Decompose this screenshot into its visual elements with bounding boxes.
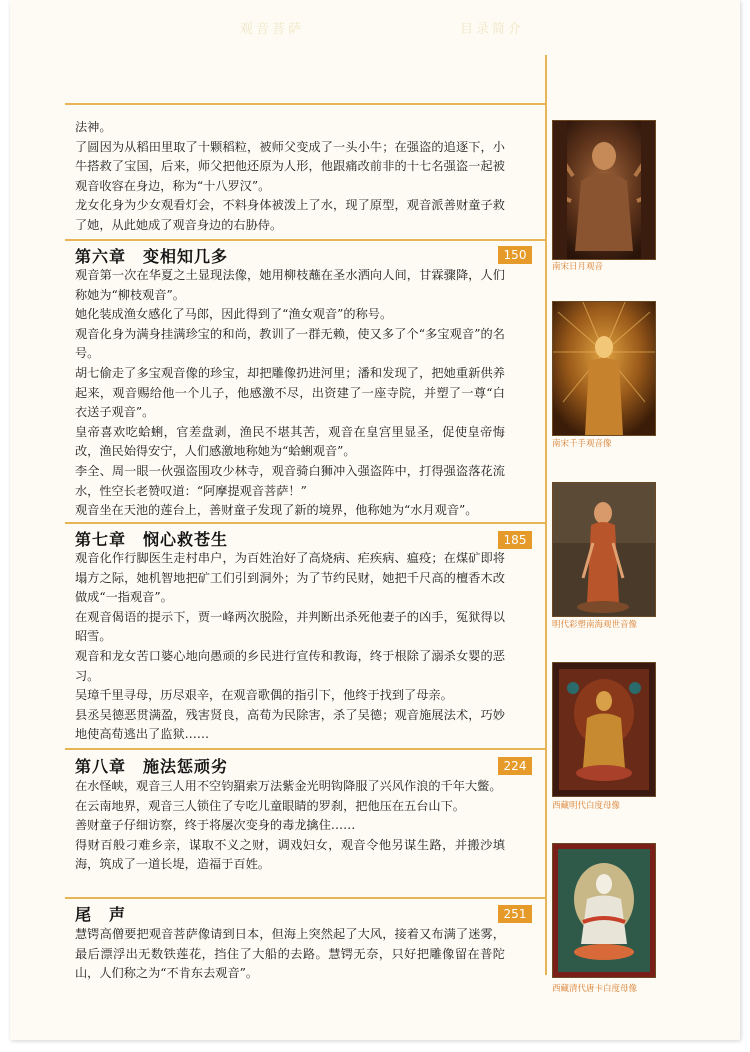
chapter-paragraph: 她化装成渔女感化了马郎，因此得到了“渔女观音”的称号。 [75, 307, 393, 322]
chapter-title-6: 第六章 变相知几多 [75, 247, 229, 266]
top-rule [65, 103, 545, 105]
chapter-paragraph: 李全、周一眼一伙强盗围攻少林寺，观音骑白狮冲入强盗阵中，打得强盗落花流水，性空长老赞叹道：“阿摩提观音菩萨！” [75, 463, 505, 498]
chapter-title-7: 第七章 悯心救苍生 [75, 530, 229, 549]
chapter-paragraph: 胡七偷走了多宝观音像的珍宝，却把雕像扔进河里；潘和发现了，把她重新供养起来，观音赐给他一个儿子，他感激不尽，出资建了一座寺院，并塑了一尊“白衣送子观音”。 [75, 365, 505, 420]
chapter-paragraph: 在云南地界，观音三人锁住了专吃儿童眼睛的罗刹，把他压在五台山下。 [75, 798, 465, 813]
chapter-paragraph: 观音和龙女苦口婆心地向愚顽的乡民进行宣传和教诲，终于根除了溺杀女婴的恶习。 [75, 648, 505, 683]
chapter-rule [65, 748, 545, 750]
chapter-paragraph: 吴璋千里寻母，历尽艰辛，在观音歌偶的指引下，他终于找到了母亲。 [75, 688, 453, 703]
header-right: 目录简介 [460, 22, 525, 37]
chapter-paragraph: 在水怪峡，观音三人用不空钧羂索万法紫金光明钩降服了兴风作浪的千年大鳖。 [75, 779, 502, 793]
image-caption: 西藏明代白度母像 [552, 801, 621, 811]
chapter-rule [65, 239, 545, 241]
chapter-paragraph: 善财童子仔细访察，终于将屡次变身的毒龙擒住…… [75, 818, 356, 833]
chapter-paragraph: 观音化身为满身挂满珍宝的和尚，教训了一群无赖，使又多了个“多宝观音”的名号。 [75, 326, 505, 361]
image-caption: 南宋千手观音像 [552, 439, 612, 449]
guanyin-thousand-hands-image [552, 301, 656, 436]
chapter-paragraph: 慧锷高僧要把观音菩萨像请到日本，但海上突然起了大风，接着又布满了迷雾，最后漂浮出无数铁莲花，挡住了大船的去路。慧锷无奈，只好把雕像留在普陀山，人们称之为“不肯东去观音”。 [75, 927, 505, 981]
page-number-badge: 251 [498, 905, 532, 923]
intro-paragraph: 龙女化身为少女观看灯会，不料身体被泼上了水，现了原型，观音派善财童子救了她，从此她成了观音身边的右胁侍。 [75, 198, 505, 232]
chapter-paragraph: 皇帝喜欢吃蛤蜊，官差盘剥，渔民不堪其苦，观音在皇宫里显圣，促使皇帝悔改，渔民始得安宁，人们感激地称她为“蛤蜊观音”。 [75, 424, 505, 459]
epilogue-title: 尾 声 [75, 905, 127, 924]
chapter-rule [65, 897, 545, 899]
chapter-8-body [75, 777, 505, 875]
image-caption: 西藏清代唐卡白度母像 [552, 984, 638, 994]
vertical-rule [545, 55, 547, 975]
page-number-badge: 224 [498, 757, 532, 775]
intro-paragraph: 了圆因为从稻田里取了十颗稻粒，被师父变成了一头小牛；在强盗的追逐下，小牛搭救了宝国，后来，师父把他还原为人形，他跟痛改前非的十七名强盗一起被观音收容在身边，称为“十八罗汉”。 [75, 139, 505, 193]
chapter-title-8: 第八章 施法惩顽劣 [75, 757, 229, 776]
guanyin-sculpture-image-1 [552, 120, 656, 260]
page-number-badge: 185 [498, 531, 532, 549]
chapter-paragraph: 得财百般刁难乡亲，谋取不义之财，调戏妇女，观音令他另谋生路，并搬沙填海，筑成了一道长堤，造福于百姓。 [75, 837, 505, 872]
epilogue-body [75, 925, 505, 984]
chapter-paragraph: 观音第一次在华夏之土显现法像，她用柳枝蘸在圣水洒向人间，甘霖骤降，人们称她为“柳枝观音”。 [75, 268, 505, 302]
chapter-paragraph: 在观音偈语的提示下，贾一峰两次脱险，并判断出杀死他妻子的凶手，冤狱得以昭雪。 [75, 609, 505, 644]
chapter-paragraph: 县丞吴德恶贯满盈，残害贤良，高荀为民除害，杀了吴德；观音施展法术，巧妙地使高荀逃出了监狱…… [75, 707, 505, 742]
chapter-rule [65, 522, 545, 524]
intro-paragraph: 法神。 [75, 120, 112, 134]
image-caption: 明代彩塑南海观世音像 [552, 620, 638, 630]
image-caption: 南宋日月观音 [552, 262, 604, 272]
chapter-6-body [75, 266, 505, 521]
chapter-paragraph: 观音坐在天池的莲台上，善财童子发现了新的境界，他称她为“水月观音”。 [75, 503, 478, 518]
guanyin-painted-statue-image [552, 482, 656, 617]
white-tara-thangka-image [552, 843, 656, 978]
chapter-7-body [75, 549, 505, 745]
white-tara-ming-image [552, 662, 656, 797]
header-left: 观音菩萨 [240, 22, 305, 37]
page-number-badge: 150 [498, 246, 532, 264]
chapter-paragraph: 观音化作行脚医生走村串户，为百姓治好了高烧病、疟疾病、瘟疫；在煤矿即将塌方之际，她机智地把矿工们引到洞外；为了节约民财，她把千尺高的檀香木改做成“一指观音”。 [75, 551, 505, 605]
intro-section [75, 118, 505, 236]
